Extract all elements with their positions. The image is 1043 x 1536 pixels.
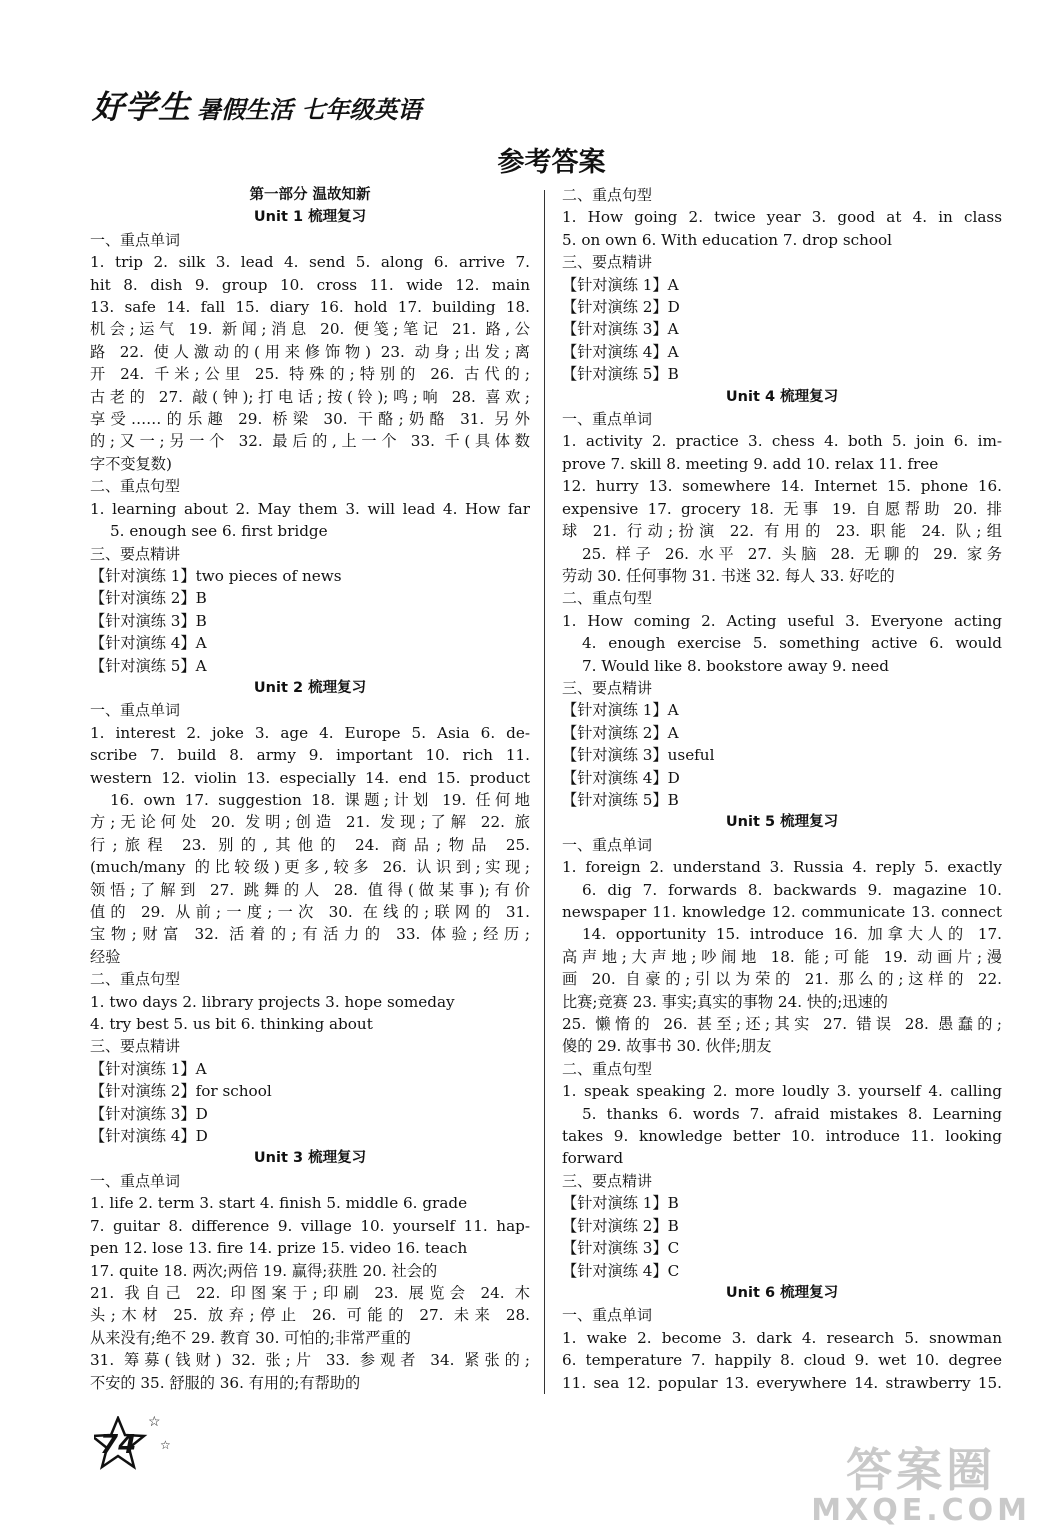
small-star-icon: ☆ (148, 1414, 161, 1430)
answer-line: 【针对演练 1】B (562, 1194, 679, 1213)
answer-line: 6. temperature 7. happily 8. cloud 9. wet 10. degree (562, 1351, 1002, 1370)
answer-line: 1. life 2. term 3. start 4. finish 5. middle 6. grade (90, 1194, 468, 1213)
answer-line: 7. Would like 8. bookstore away 9. need (582, 656, 889, 675)
answer-line: 【针对演练 2】B (90, 589, 207, 608)
answer-line: (much/many 的比较级)更多,较多 26. 认识到;实现; (90, 858, 530, 877)
answer-line: 比赛;竞赛 23. 事实;真实的事物 24. 快的;迅速的 (562, 992, 888, 1011)
answer-line: western 12. violin 13. especially 14. end 15. product (90, 768, 530, 787)
small-star-icon-2: ☆ (160, 1438, 171, 1452)
answer-line: 25. 样子 26. 水平 27. 头脑 28. 无聊的 29. 家务 (582, 544, 1002, 563)
answer-line: 【针对演练 5】A (90, 656, 207, 675)
answer-line: 【针对演练 4】D (562, 768, 680, 787)
answer-line: 行;旅程 23. 别的,其他的 24. 商品;物品 25. (90, 835, 530, 854)
answer-line: 14. opportunity 15. introduce 16. 加拿大人的 17. (582, 925, 1002, 944)
section-heading: 一、重点单词 (90, 1171, 181, 1190)
answer-line: 1. activity 2. practice 3. chess 4. both 5. join 6. im- (562, 432, 1002, 451)
answer-line: 1. two days 2. library projects 3. hope someday (90, 992, 455, 1011)
answer-line: 1. trip 2. silk 3. lead 4. send 5. along 6. arrive 7. (90, 253, 530, 272)
answer-line: 从来没有;绝不 29. 教育 30. 可怕的;非常严重的 (90, 1328, 411, 1347)
answer-line: 【针对演练 2】A (562, 723, 679, 742)
book-subtitle: 暑假生活 七年级英语 (197, 95, 422, 124)
answer-line: scribe 7. build 8. army 9. important 10. rich 11. (90, 746, 530, 765)
answer-line: pen 12. lose 13. fire 14. prize 15. video 16. teach (90, 1239, 468, 1258)
left-column (90, 184, 530, 1394)
answer-line: 1. How coming 2. Acting useful 3. Everyone acting (562, 611, 1002, 630)
answer-line: 25. 懒惰的 26. 甚至;还;其实 27. 错误 28. 愚蠢的; (562, 1015, 1002, 1034)
answer-line: 字不变复数) (90, 454, 172, 473)
answer-line: 【针对演练 2】B (562, 1216, 679, 1235)
page-number-badge (94, 1414, 171, 1476)
answer-line: 1. foreign 2. understand 3. Russia 4. reply 5. exactly (562, 858, 1002, 877)
page-number: 74 (100, 1430, 137, 1460)
answer-line: 4. try best 5. us bit 6. thinking about (90, 1015, 373, 1034)
answer-line: 【针对演练 3】D (90, 1104, 208, 1123)
section-heading: 三、要点精讲 (562, 1171, 653, 1190)
answer-line: 路 22. 使人激动的(用来修饰物) 23. 动身;出发;离 (90, 342, 530, 361)
answer-line: 【针对演练 2】D (562, 298, 680, 317)
answer-line: 【针对演练 3】C (562, 1239, 680, 1258)
unit-heading: Unit 2 梳理复习 (253, 679, 367, 696)
answer-line: 【针对演练 5】B (562, 790, 679, 809)
answer-line: 画 20. 自豪的;引以为荣的 21. 那么的;这样的 22. (562, 970, 1002, 989)
watermark-top: 答案圈 (846, 1443, 997, 1498)
answer-line: 傻的 29. 故事书 30. 伙伴;朋友 (562, 1037, 772, 1056)
answer-line: 【针对演练 1】A (562, 701, 679, 720)
answer-line: 13. safe 14. fall 15. diary 16. hold 17. building 18. (90, 298, 530, 317)
answer-line: 【针对演练 1】A (90, 1059, 207, 1078)
section-heading: 二、重点句型 (562, 186, 653, 204)
unit-heading: Unit 3 梳理复习 (253, 1150, 367, 1167)
answer-line: 1. How going 2. twice year 3. good at 4. in class (562, 208, 1002, 227)
answer-line: 【针对演练 1】A (562, 275, 679, 294)
unit-heading: 第一部分 温故知新 (249, 187, 371, 203)
answer-line: 【针对演练 2】for school (90, 1082, 272, 1101)
answer-line: 7. guitar 8. difference 9. village 10. yourself 11. hap- (90, 1216, 530, 1235)
watermark (811, 1443, 1031, 1528)
answer-line: 21. 我自己 22. 印图案于;印刷 23. 展览会 24. 木 (90, 1283, 530, 1302)
answer-line: 方;无论何处 20. 发明;创造 21. 发现;了解 22. 旅 (90, 813, 530, 832)
answer-line: 机会;运气 19. 新闻;消息 20. 便笺;笔记 21. 路,公 (90, 320, 530, 339)
answer-line: 17. quite 18. 两次;两倍 19. 赢得;获胜 20. 社会的 (90, 1261, 438, 1280)
answer-line: 经验 (90, 947, 121, 966)
answer-line: 古老的 27. 敲(钟);打电话;按(铃);鸣;响 28. 喜欢; (90, 387, 530, 406)
answer-line: hit 8. dish 9. group 10. cross 11. wide 12. main (90, 275, 530, 294)
page-title: 参考答案 (497, 147, 606, 178)
answer-line: 值的 29. 从前;一度;一次 30. 在线的;联网的 31. (90, 903, 530, 921)
answer-line: 【针对演练 4】D (90, 1127, 208, 1146)
section-heading: 一、重点单词 (562, 835, 653, 854)
unit-heading: Unit 4 梳理复习 (725, 388, 839, 405)
answer-line: 1. wake 2. become 3. dark 4. research 5. snowman (562, 1328, 1002, 1347)
answer-line: 4. enough exercise 5. something active 6. would (582, 634, 1002, 653)
answer-line: 31. 筹募(钱财) 32. 张;片 33. 参观者 34. 紧张的; (90, 1351, 530, 1370)
answer-line: expensive 17. grocery 18. 无事 19. 自愿帮助 20. 排 (562, 499, 1002, 518)
section-heading: 二、重点句型 (90, 477, 181, 496)
answer-line: 【针对演练 5】B (562, 365, 679, 384)
book-header (92, 82, 422, 126)
answer-line: 1. interest 2. joke 3. age 4. Europe 5. Asia 6. de- (90, 723, 530, 742)
answer-line: 1. learning about 2. May them 3. will lead 4. How far (90, 499, 530, 518)
answer-line: 高声地;大声地;吵闹地 18. 能;可能 19. 动画片;漫 (562, 947, 1002, 966)
answer-line: 1. speak speaking 2. more loudly 3. yourself 4. calling (562, 1082, 1002, 1101)
section-heading: 三、要点精讲 (562, 678, 653, 697)
answer-line: 11. sea 12. popular 13. everywhere 14. strawberry 15. (562, 1373, 1002, 1392)
answer-line: forward (562, 1149, 624, 1168)
answer-line: 5. thanks 6. words 7. afraid mistakes 8. Learning (582, 1104, 1002, 1123)
unit-heading: Unit 1 梳理复习 (253, 209, 367, 226)
answer-line: 【针对演练 4】A (90, 634, 207, 653)
column-divider (544, 190, 545, 1394)
answer-line: 的;又一;另一个 32. 最后的,上一个 33. 千(具体数 (90, 432, 530, 451)
section-heading: 一、重点单词 (562, 1306, 653, 1325)
answer-line: 【针对演练 4】C (562, 1261, 680, 1280)
section-heading: 二、重点句型 (90, 970, 181, 989)
section-heading: 三、要点精讲 (90, 544, 181, 563)
answer-line: 劳动 30. 任何事物 31. 书迷 32. 每人 33. 好吃的 (562, 566, 895, 585)
answer-line: 不安的 35. 舒服的 36. 有用的;有帮助的 (90, 1373, 361, 1392)
answer-line: 5. on own 6. With education 7. drop school (562, 230, 893, 249)
section-heading: 一、重点单词 (90, 230, 181, 249)
section-heading: 一、重点单词 (90, 701, 181, 720)
section-heading: 二、重点句型 (562, 589, 653, 608)
answer-line: 【针对演练 3】B (90, 611, 207, 630)
answer-line: 12. hurry 13. somewhere 14. Internet 15. phone 16. (562, 477, 1002, 496)
answer-line: 【针对演练 1】two pieces of news (90, 566, 342, 585)
section-heading: 三、要点精讲 (90, 1037, 181, 1056)
answer-line: 头;木材 25. 放弃;停止 26. 可能的 27. 未来 28. (90, 1306, 530, 1325)
answer-line: prove 7. skill 8. meeting 9. add 10. relax 11. free (562, 454, 939, 473)
answer-line: 【针对演练 3】useful (562, 746, 715, 765)
book-brand: 好学生 (92, 88, 192, 126)
answer-line: 6. dig 7. forwards 8. backwards 9. magazine 10. (582, 880, 1002, 899)
answer-line: 球 21. 行动;扮演 22. 有用的 23. 职能 24. 队;组 (562, 522, 1002, 541)
section-heading: 二、重点句型 (562, 1059, 653, 1078)
answer-line: takes 9. knowledge better 10. introduce 11. looking (562, 1127, 1002, 1146)
unit-heading: Unit 5 梳理复习 (725, 814, 839, 831)
answer-line: 【针对演练 3】A (562, 320, 679, 339)
answer-line: newspaper 11. knowledge 12. communicate 13. connect (562, 903, 1002, 921)
answer-line: 宝物;财富 32. 活着的;有活力的 33. 体验;经历; (90, 925, 530, 944)
right-column (562, 184, 1002, 1394)
section-heading: 一、重点单词 (562, 410, 653, 429)
watermark-bottom: MXQE.COM (811, 1492, 1031, 1528)
answer-line: 领悟;了解到 27. 跳舞的人 28. 值得(做某事);有价 (90, 880, 530, 899)
answer-line: 16. own 17. suggestion 18. 课题;计划 19. 任何地 (110, 790, 530, 809)
answer-line: 【针对演练 4】A (562, 342, 679, 361)
answer-line: 5. enough see 6. first bridge (110, 522, 328, 541)
answer-line: 享受……的乐趣 29. 桥梁 30. 干酪;奶酪 31. 另外 (90, 410, 530, 429)
answer-line: 开 24. 千米;公里 25. 特殊的;特别的 26. 古代的; (90, 365, 530, 384)
section-heading: 三、要点精讲 (562, 253, 653, 272)
unit-heading: Unit 6 梳理复习 (725, 1284, 839, 1301)
